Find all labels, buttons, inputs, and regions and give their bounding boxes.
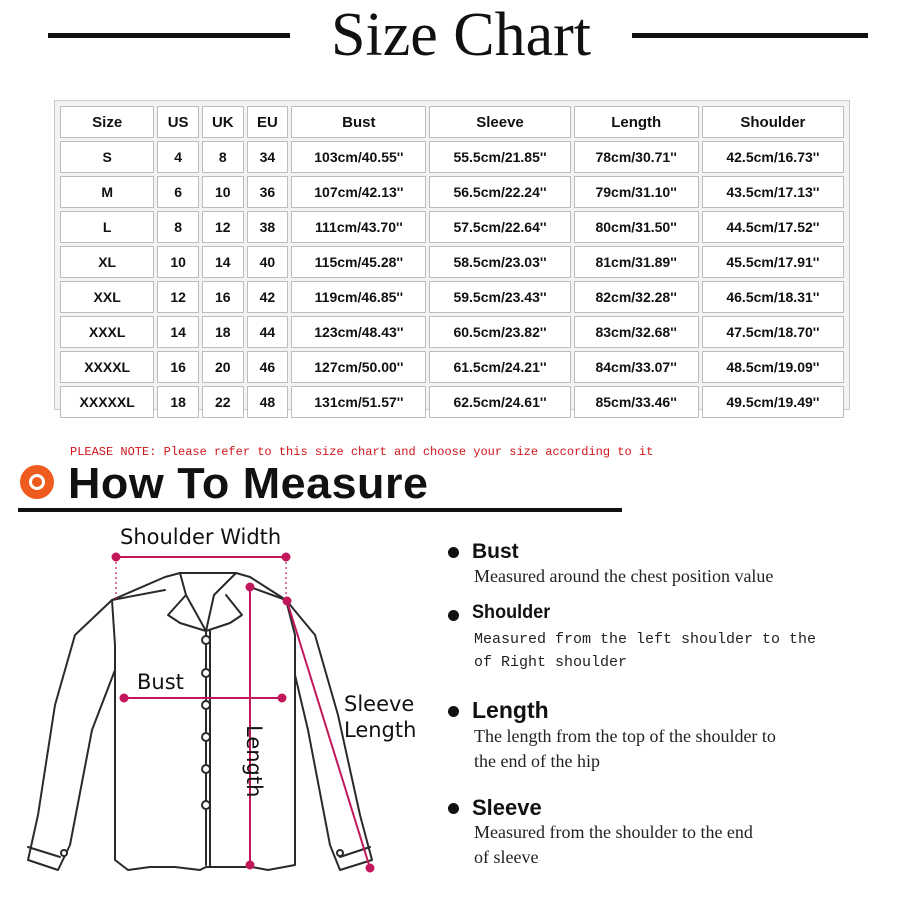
- header-sleeve: Sleeve: [429, 106, 570, 138]
- table-cell: 40: [247, 246, 289, 278]
- table-cell: 119cm/46.85'': [291, 281, 426, 313]
- table-cell: 8: [157, 211, 199, 243]
- shirt-diagram: [0, 515, 440, 900]
- table-cell: 8: [202, 141, 244, 173]
- table-cell: 18: [157, 386, 199, 418]
- header-length: Length: [574, 106, 699, 138]
- bullet-title: Length: [472, 697, 549, 723]
- table-cell: 60.5cm/23.82'': [429, 316, 570, 348]
- table-row: [60, 316, 844, 348]
- bullet-dot-icon: [448, 547, 459, 558]
- title-rule-right: [632, 33, 868, 38]
- table-cell: 16: [202, 281, 244, 313]
- table-cell: 46: [247, 351, 289, 383]
- table-cell: 127cm/50.00'': [291, 351, 426, 383]
- table-cell: 42: [247, 281, 289, 313]
- size-note: PLEASE NOTE: Please refer to this size chart and choose your size according to it: [70, 445, 654, 459]
- bullet-title: Bust: [472, 540, 519, 563]
- table-cell: 12: [202, 211, 244, 243]
- table-cell: 131cm/51.57'': [291, 386, 426, 418]
- table-cell: 55.5cm/21.85'': [429, 141, 570, 173]
- table-cell: 45.5cm/17.91'': [702, 246, 844, 278]
- table-cell: 14: [157, 316, 199, 348]
- table-cell: 123cm/48.43'': [291, 316, 426, 348]
- label-length: Length: [242, 725, 266, 798]
- bullet-desc: Measured from the shoulder to the end: [474, 822, 753, 842]
- table-cell: 78cm/30.71'': [574, 141, 699, 173]
- table-cell: 115cm/45.28'': [291, 246, 426, 278]
- table-cell: 44.5cm/17.52'': [702, 211, 844, 243]
- header-uk: UK: [202, 106, 244, 138]
- table-cell: XXXXXL: [60, 386, 154, 418]
- bullet-desc: the end of the hip: [474, 751, 600, 771]
- bullet-dot-icon: [448, 803, 459, 814]
- table-cell: 48.5cm/19.09'': [702, 351, 844, 383]
- table-row: [60, 386, 844, 418]
- bullet-dot-icon: [448, 610, 459, 621]
- header-eu: EU: [247, 106, 289, 138]
- table-row: [60, 141, 844, 173]
- table-cell: 83cm/32.68'': [574, 316, 699, 348]
- table-cell: 82cm/32.28'': [574, 281, 699, 313]
- table-cell: XXL: [60, 281, 154, 313]
- table-cell: 44: [247, 316, 289, 348]
- table-cell: 20: [202, 351, 244, 383]
- header-size: Size: [60, 106, 154, 138]
- section-divider: [18, 508, 622, 512]
- bullet-desc: of sleeve: [474, 847, 539, 867]
- table-cell: 38: [247, 211, 289, 243]
- table-cell: 103cm/40.55'': [291, 141, 426, 173]
- bullet-desc: of Right shoulder: [474, 654, 628, 671]
- table-cell: 111cm/43.70'': [291, 211, 426, 243]
- table-cell: 43.5cm/17.13'': [702, 176, 844, 208]
- bullet-desc: The length from the top of the shoulder to: [474, 726, 776, 746]
- size-table-frame: [54, 100, 850, 410]
- table-cell: 34: [247, 141, 289, 173]
- table-cell: 10: [157, 246, 199, 278]
- table-row: [60, 246, 844, 278]
- table-cell: 85cm/33.46'': [574, 386, 699, 418]
- table-cell: 42.5cm/16.73'': [702, 141, 844, 173]
- title-rule-left: [48, 33, 290, 38]
- table-cell: 84cm/33.07'': [574, 351, 699, 383]
- table-cell: 107cm/42.13'': [291, 176, 426, 208]
- label-sleeve-line2: Length: [344, 718, 417, 742]
- table-row: [60, 176, 844, 208]
- table-cell: 22: [202, 386, 244, 418]
- table-cell: 61.5cm/24.21'': [429, 351, 570, 383]
- table-cell: 36: [247, 176, 289, 208]
- table-cell: 47.5cm/18.70'': [702, 316, 844, 348]
- table-cell: XXXL: [60, 316, 154, 348]
- table-cell: XXXXL: [60, 351, 154, 383]
- table-cell: 58.5cm/23.03'': [429, 246, 570, 278]
- table-cell: 81cm/31.89'': [574, 246, 699, 278]
- table-cell: 10: [202, 176, 244, 208]
- table-cell: 62.5cm/24.61'': [429, 386, 570, 418]
- table-cell: 79cm/31.10'': [574, 176, 699, 208]
- label-sleeve-length: [344, 691, 416, 743]
- header-bust: Bust: [291, 106, 426, 138]
- bullet-desc: Measured around the chest position value: [474, 566, 774, 586]
- table-cell: 59.5cm/23.43'': [429, 281, 570, 313]
- label-sleeve-line1: Sleeve: [344, 692, 415, 716]
- page-title: Size Chart: [331, 1, 591, 69]
- table-cell: 49.5cm/19.49'': [702, 386, 844, 418]
- title-row: [0, 0, 900, 75]
- table-cell: 12: [157, 281, 199, 313]
- table-cell: 46.5cm/18.31'': [702, 281, 844, 313]
- circle-icon: [20, 465, 54, 499]
- table-row: [60, 281, 844, 313]
- table-row: [60, 351, 844, 383]
- size-table: [57, 103, 847, 421]
- bullet-dot-icon: [448, 706, 459, 717]
- header-shoulder: Shoulder: [702, 106, 844, 138]
- table-cell: 14: [202, 246, 244, 278]
- bullet-title: Shoulder: [472, 602, 551, 623]
- table-row: [60, 211, 844, 243]
- table-header-row: [60, 106, 844, 138]
- table-cell: 16: [157, 351, 199, 383]
- table-cell: 56.5cm/22.24'': [429, 176, 570, 208]
- bullet-title: Sleeve: [472, 795, 542, 820]
- table-cell: S: [60, 141, 154, 173]
- table-cell: M: [60, 176, 154, 208]
- bullet-desc: Measured from the left shoulder to the: [474, 631, 817, 648]
- table-cell: 18: [202, 316, 244, 348]
- table-cell: 6: [157, 176, 199, 208]
- table-cell: XL: [60, 246, 154, 278]
- label-shoulder-width: Shoulder Width: [120, 525, 282, 549]
- table-cell: 48: [247, 386, 289, 418]
- table-cell: L: [60, 211, 154, 243]
- table-cell: 80cm/31.50'': [574, 211, 699, 243]
- label-bust: Bust: [137, 670, 184, 694]
- how-to-measure-title: How To Measure: [68, 459, 429, 508]
- header-us: US: [157, 106, 199, 138]
- table-cell: 57.5cm/22.64'': [429, 211, 570, 243]
- table-cell: 4: [157, 141, 199, 173]
- size-table-body: [60, 141, 844, 418]
